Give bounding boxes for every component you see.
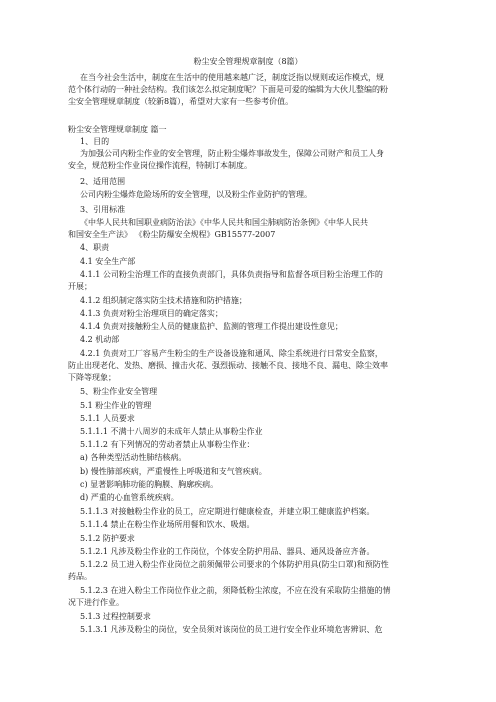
- paragraph-line: 5.1.1.1 不满十八周岁的未成年人禁止从事粉尘作业: [80, 427, 263, 436]
- list-item: b) 慢性肺部疾病，严重慢性上呼吸道和支气管疾病。: [80, 467, 267, 476]
- paragraph-line: 5.1.3.1 凡涉及粉尘的岗位，安全员须对该岗位的员工进行安全作业环境危害辨识、危: [80, 625, 383, 634]
- intro-line-3: 尘安全管理规章制度（较新8篇），希望对大家有一些参考价值。: [68, 97, 294, 106]
- list-item: c) 显著影响肺功能的胸膜、胸廓疾病。: [80, 480, 219, 489]
- paragraph-line: 开展；: [68, 282, 92, 291]
- paragraph-line: 4.1.2 组织制定落实防尘技术措施和防护措施；: [80, 296, 247, 305]
- heading-standards: 3、引用标准: [80, 205, 126, 214]
- paragraph-line: 防止出现老化、发热、磨损、撞击火花、强烈振动、接触不良、接地不良、漏电、除尘效率: [68, 361, 388, 370]
- paragraph-line: 4.1.3 负责对粉尘治理项目的确定落实；: [80, 309, 223, 318]
- subheading: 5.1.2 防护要求: [80, 534, 135, 543]
- paragraph-line: 公司内粉尘爆炸危险场所的安全管理，以及粉尘作业防护的管理。: [80, 190, 312, 199]
- paragraph-line: 5.1.2.2 员工进入粉尘作业岗位之前须佩带公司要求的个体防护用具(防尘口罩)和预防性: [80, 560, 389, 569]
- paragraph-line: 药品。: [68, 572, 92, 581]
- paragraph-line: 为加强公司内粉尘作业的安全管理，防止粉尘爆炸事故发生，保障公司财产和员工人身: [80, 149, 384, 158]
- subheading: 4.1 安全生产部: [80, 257, 136, 266]
- paragraph-line: 5.1.1.3 对接触粉尘作业的员工，应定期进行健康检查，并建立职工健康监护档案。: [80, 507, 375, 516]
- paragraph-line: 4.2.1 负责对工厂容易产生粉尘的生产设备设施和通风、除尘系统进行日常安全监察，: [80, 349, 383, 358]
- section-heading: 粉尘安全管理规章制度 篇一: [68, 125, 167, 134]
- paragraph-line: 5.1.1.4 禁止在粉尘作业场所用餐和饮水、吸烟。: [80, 520, 255, 529]
- paragraph-line: 4.1.4 负责对接触粉尘人员的健康监护、监测的管理工作提出建设性意见；: [80, 322, 343, 331]
- paragraph-line: 5.1.1.2 有下列情况的劳动者禁止从事粉尘作业：: [80, 440, 255, 449]
- heading-dust-management: 5、粉尘作业安全管理: [80, 387, 158, 396]
- paragraph-line: 《中华人民共和国职业病防治法》《中华人民共和国尘肺病防治条例》《中华人民共: [80, 218, 368, 227]
- paragraph-line: 5.1.2.3 在进入粉尘工作岗位作业之前，须降低粉尘浓度，不应在没有采取防尘措施的情: [80, 586, 391, 595]
- list-item: a) 各种类型活动性肺结核病。: [80, 453, 187, 462]
- heading-scope: 2、适用范围: [80, 177, 126, 186]
- paragraph-line: 5.1.2.1 凡涉及粉尘作业的工作岗位，个体安全防护用品、器具、通风设备应齐备。: [80, 547, 375, 556]
- paragraph-line: 和国安全生产法》 《粉尘防爆安全规程》GB15577-2007: [68, 230, 276, 239]
- heading-purpose: 1、目的: [80, 137, 110, 146]
- subheading: 5.1.1 人员要求: [80, 414, 135, 423]
- document-title: 粉尘安全管理规章制度（8篇）: [193, 57, 303, 66]
- subheading: 5.1.3 过程控制要求: [80, 612, 151, 621]
- list-item: d) 严重的心血管系统疾病。: [80, 493, 179, 502]
- paragraph-line: 下降等现象；: [68, 373, 116, 382]
- paragraph-line: 4.1.1 公司粉尘治理工作的直接负责部门，具体负责指导和监督各项目粉尘治理工作的: [80, 270, 383, 279]
- intro-line-1: 在当今社会生活中，制度在生活中的使用越来越广泛，制度泛指以规则或运作模式，规: [80, 73, 384, 82]
- intro-line-2: 范个体行动的一种社会结构。我们该怎么拟定制度呢？下面是可爱的编辑为大伙儿整编的粉: [68, 85, 388, 94]
- paragraph-line: 况下进行作业。: [68, 598, 124, 607]
- subheading: 5.1 粉尘作业的管理: [80, 401, 152, 410]
- paragraph-line: 安全，规范粉尘作业岗位操作流程，特制订本制度。: [68, 161, 252, 170]
- heading-duties: 4、职责: [80, 243, 110, 252]
- subheading: 4.2 机动部: [80, 335, 120, 344]
